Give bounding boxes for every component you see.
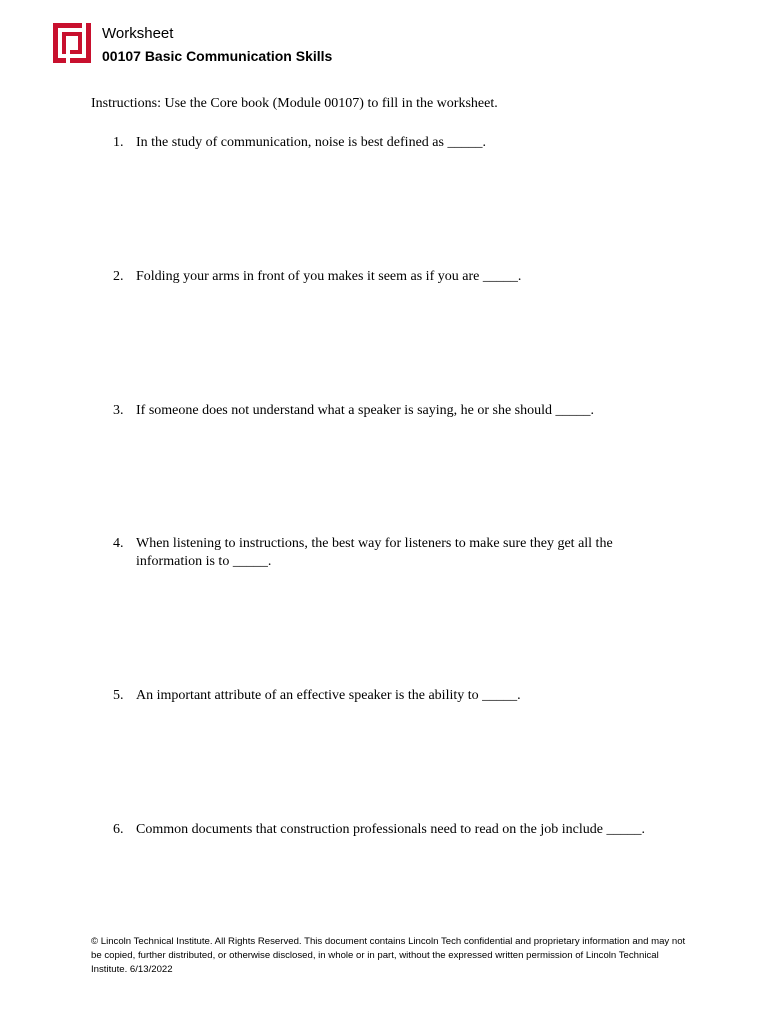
document-subtitle: 00107 Basic Communication Skills [102, 48, 333, 64]
question-number: 5. [113, 688, 124, 703]
question-text: Common documents that construction professionals need to read on the job include _____. [136, 822, 645, 837]
question-number: 6. [113, 822, 124, 837]
question-number: 4. [113, 536, 124, 551]
question-text: In the study of communication, noise is best defined as _____. [136, 135, 486, 150]
question-text: When listening to instructions, the best way for listeners to make sure they get all the information is to _____. [136, 536, 613, 569]
copyright-footer: © Lincoln Technical Institute. All Rights Reserved. This document contains Lincoln Tech confidential and proprietary information and may not be copied, further distributed, or otherwise disclosed, in whole or in part, without the expressed written permission of Lincoln Technical Institute. 6/13/2022 [91, 936, 686, 975]
question-text: An important attribute of an effective speaker is the ability to _____. [136, 688, 521, 703]
document-type-title: Worksheet [102, 25, 174, 42]
instructions-text: Instructions: Use the Core book (Module 00107) to fill in the worksheet. [91, 96, 498, 111]
question-number: 3. [113, 403, 124, 418]
question-number: 2. [113, 269, 124, 284]
lincoln-tech-logo [53, 23, 91, 63]
question-text: Folding your arms in front of you makes it seem as if you are _____. [136, 269, 522, 284]
question-text: If someone does not understand what a speaker is saying, he or she should _____. [136, 403, 595, 418]
question-number: 1. [113, 135, 124, 150]
